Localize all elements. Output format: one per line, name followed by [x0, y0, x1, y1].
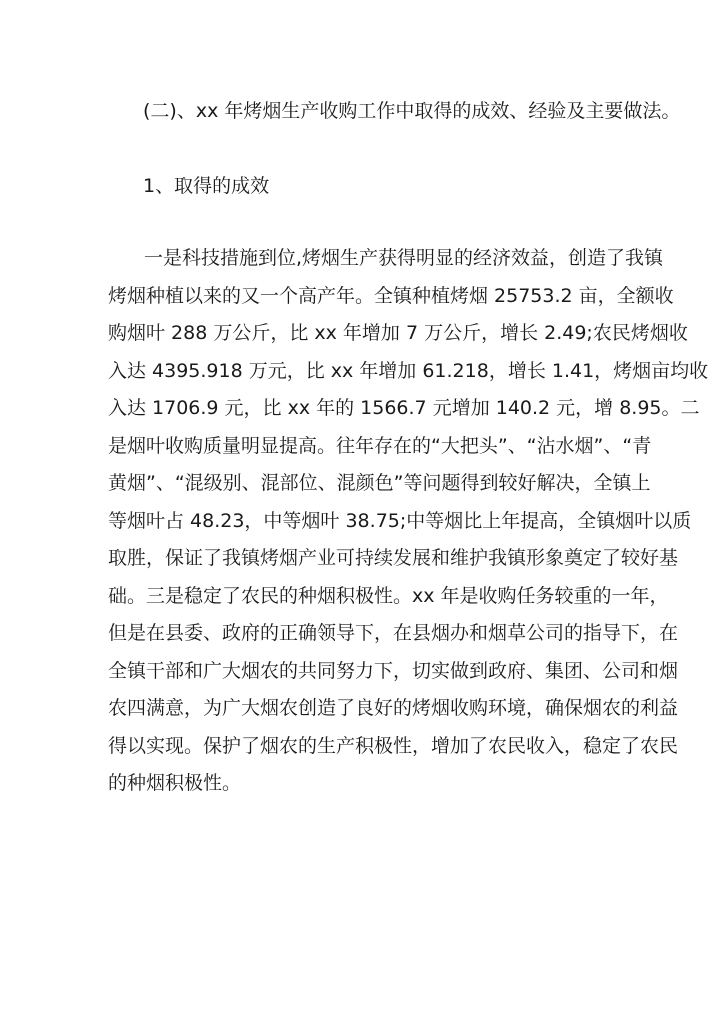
- paragraph-line: 一是科技措施到位,烤烟生产获得明显的经济效益，创造了我镇: [144, 247, 664, 269]
- paragraph-line: 黄烟”、“混级别、混部位、混颜色”等问题得到较好解决，全镇上: [108, 472, 651, 494]
- paragraph-line: 得以实现。保护了烟农的生产积极性，增加了农民收入，稳定了农民: [108, 734, 679, 757]
- paragraph-line: 取胜，保证了我镇烤烟产业可持续发展和维护我镇形象奠定了较好基: [108, 547, 679, 569]
- paragraph-line: 购烟叶 288 万公斤，比 xx 年增加 7 万公斤，增长 2.49;农民烤烟收: [108, 322, 688, 344]
- paragraph-line: 入达 1706.9 元，比 xx 年的 1566.7 元增加 140.2 元，增 8.95。二: [108, 397, 700, 419]
- section-heading: (二)、xx 年烤烟生产收购工作中取得的成效、经验及主要做法。: [143, 100, 681, 122]
- paragraph-line: 入达 4395.918 万元，比 xx 年增加 61.218，增长 1.41，烤烟亩均收: [108, 359, 709, 382]
- subsection-heading: 1、取得的成效: [143, 175, 270, 197]
- paragraph-line: 但是在县委、政府的正确领导下，在县烟办和烟草公司的指导下，在: [108, 622, 679, 644]
- body-paragraph: [108, 245, 709, 808]
- paragraph-line: 农四满意，为广大烟农创造了良好的烤烟收购环境，确保烟农的利益: [108, 697, 679, 719]
- paragraph-line: 烤烟种植以来的又一个高产年。全镇种植烤烟 25753.2 亩，全额收: [108, 284, 674, 307]
- paragraph-line: 的种烟积极性。: [108, 772, 242, 794]
- paragraph-line: 等烟叶占 48.23，中等烟叶 38.75;中等烟比上年提高，全镇烟叶以质: [108, 509, 692, 532]
- paragraph-line: 是烟叶收购质量明显提高。往年存在的“大把头”、“沾水烟”、“青: [108, 434, 652, 457]
- paragraph-line: 全镇干部和广大烟农的共同努力下，切实做到政府、集团、公司和烟: [108, 659, 679, 682]
- paragraph-line: 础。三是稳定了农民的种烟积极性。xx 年是收购任务较重的一年，: [108, 584, 669, 607]
